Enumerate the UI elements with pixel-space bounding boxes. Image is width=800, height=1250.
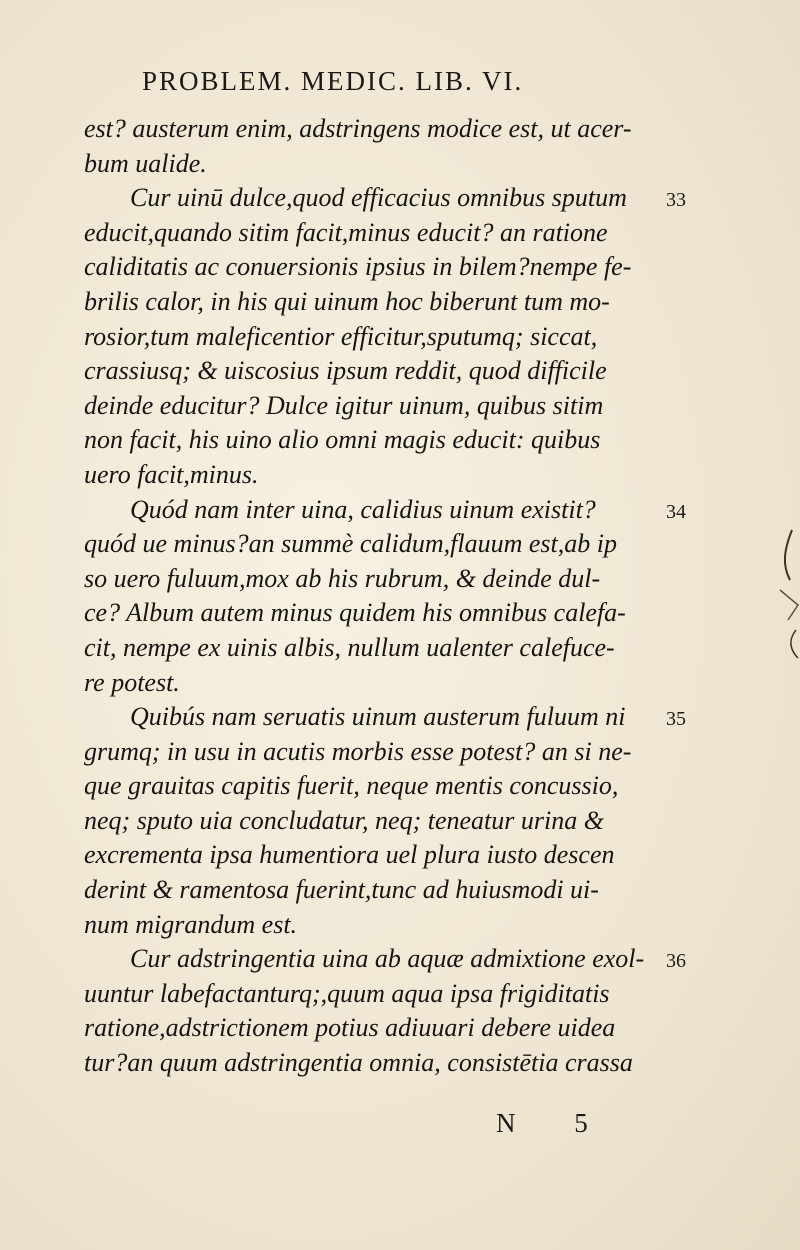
text-line: num migrandum est. — [84, 909, 298, 939]
text-line: ce? Album autem minus quidem his omnibus calefa- — [84, 598, 626, 628]
text-line: caliditatis ac conuersionis ipsius in bilem?nempe fe- — [84, 252, 632, 282]
text-line: educit,quando sitim facit,minus educit? an ratione — [84, 217, 608, 247]
text-line: brilis calor, in his qui uinum hoc biberunt tum mo- — [84, 286, 610, 316]
signature-mark: N 5 — [496, 1108, 614, 1138]
text-line: grumq; in usu in acutis morbis esse potest? an si ne- — [84, 736, 632, 766]
text-line: deinde educitur? Dulce igitur uinum, quibus sitim — [84, 390, 604, 420]
text-line: Cur uinū dulce,quod efficacius omnibus sputum — [130, 183, 627, 213]
body-text — [84, 112, 664, 1081]
text-line: non facit, his uino alio omni magis educit: quibus — [84, 425, 601, 455]
text-line: que grauitas capitis fuerit, neque mentis concussio, — [84, 771, 619, 801]
text-line: crassiusq; & uiscosius ipsum reddit, quod difficile — [84, 356, 607, 386]
text-line: cit, nempe ex uinis albis, nullum ualenter calefuce- — [84, 632, 615, 662]
text-line: quód ue minus?an summè calidum,flauum est,ab ip — [84, 529, 617, 559]
text-line: neq; sputo uia concludatur, neq; teneatur urina & — [84, 805, 604, 835]
text-line: tur?an quum adstringentia omnia, consistētia crassa — [84, 1048, 633, 1078]
margin-number: 34 — [666, 500, 686, 523]
text-line: uero facit,minus. — [84, 459, 259, 489]
text-line: uuntur labefactanturq;,quum aqua ipsa frigiditatis — [84, 978, 610, 1008]
margin-number: 33 — [666, 189, 686, 212]
text-line: rosior,tum maleficentior efficitur,sputumq; siccat, — [84, 321, 598, 351]
text-line: Quibús nam seruatis uinum austerum fuluum ni — [130, 702, 626, 732]
text-line: so uero fuluum,mox ab his rubrum, & deinde dul- — [84, 563, 601, 593]
text-line: est? austerum enim, adstringens modice est, ut acer- — [84, 114, 632, 143]
text-line: Cur adstringentia uina ab aquæ admixtione exol- — [130, 944, 645, 974]
margin-number: 36 — [666, 950, 686, 973]
margin-number: 35 — [666, 708, 686, 731]
text-line: excrementa ipsa humentiora uel plura iusto descen — [84, 840, 615, 870]
text-line: bum ualide. — [84, 148, 207, 178]
running-head: PROBLEM. MEDIC. LIB. VI. — [142, 66, 524, 96]
text-line: Quód nam inter uina, calidius uinum existit? — [130, 494, 596, 524]
page-edge-decoration — [778, 520, 800, 660]
text-line: re potest. — [84, 667, 180, 697]
text-line: ratione,adstrictionem potius adiuuari debere uidea — [84, 1013, 616, 1043]
text-line: derint & ramentosa fuerint,tunc ad huiusmodi ui- — [84, 875, 599, 905]
